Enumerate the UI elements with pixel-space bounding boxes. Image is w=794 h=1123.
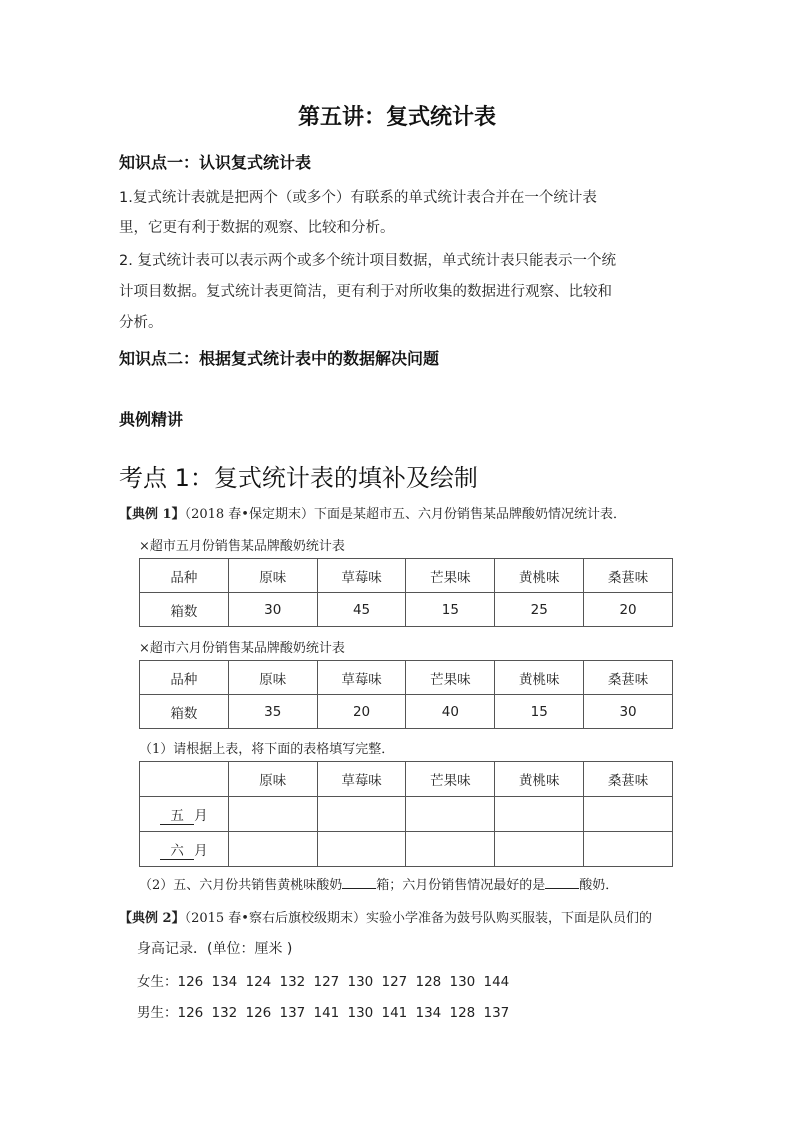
table-cell: 20: [317, 695, 406, 729]
table-row: [140, 832, 673, 867]
table-row: [140, 695, 673, 729]
table-2-caption: ×超市六月份销售某品牌酸奶统计表: [139, 641, 345, 656]
empty-cell[interactable]: [584, 832, 673, 867]
table-cell: 20: [584, 593, 673, 627]
table-cell: 桑葚味: [584, 559, 673, 593]
table-cell: 30: [584, 695, 673, 729]
table-cell: 15: [495, 695, 584, 729]
june-sales-table: [139, 660, 673, 729]
example-2-intro-text: （2015 春•察右后旗校级期末）实验小学准备为鼓号队购买服装，下面是队员们的: [184, 911, 652, 926]
height-value: 128: [449, 1005, 476, 1021]
height-value: 141: [313, 1005, 340, 1021]
example-1-tag: 【典例 1】: [119, 507, 185, 522]
girls-label: 女生：: [137, 974, 178, 990]
month-fill-june: 六: [160, 839, 194, 860]
table-cell: 草莓味: [317, 661, 406, 695]
example-1-intro-text: （2018 春•保定期末）下面是某超市五、六月份销售某品牌酸奶情况统计表．: [184, 507, 626, 522]
table-cell: 箱数: [140, 593, 229, 627]
answer-blank[interactable]: [545, 876, 579, 889]
empty-cell[interactable]: [584, 797, 673, 832]
table-cell: 40: [406, 695, 495, 729]
table-cell: 黄桃味: [495, 661, 584, 695]
height-value: 130: [347, 1005, 374, 1021]
height-value: 130: [449, 974, 476, 990]
section-heading: 典例精讲: [119, 410, 184, 429]
knowledge-point-2-text-line-2: 计项目数据。复式统计表更简洁，更有利于对所收集的数据进行观察、比较和: [119, 284, 612, 300]
height-value: 132: [279, 974, 306, 990]
table-cell: [140, 832, 229, 867]
table-cell: 桑葚味: [584, 661, 673, 695]
table-cell: [140, 762, 229, 797]
question-1: （1）请根据上表，将下面的表格填写完整．: [139, 742, 395, 757]
height-value: 144: [483, 974, 510, 990]
height-value: 134: [211, 974, 238, 990]
knowledge-point-2-text-line-1: 2. 复式统计表可以表示两个或多个统计项目数据，单式统计表只能表示一个统: [119, 253, 616, 269]
table-cell: 35: [228, 695, 317, 729]
example-2-intro: [119, 907, 652, 926]
empty-cell[interactable]: [406, 797, 495, 832]
knowledge-point-1-text-line-1: 1.复式统计表就是把两个（或多个）有联系的单式统计表合并在一个统计表: [119, 190, 597, 206]
table-cell: 30: [228, 593, 317, 627]
table-cell: 原味: [228, 661, 317, 695]
answer-blank[interactable]: [342, 876, 376, 889]
question-2-part-a: （2）五、六月份共销售黄桃味酸奶: [139, 878, 343, 893]
empty-cell[interactable]: [228, 797, 317, 832]
table-cell: 芒果味: [406, 661, 495, 695]
table-cell: 原味: [228, 559, 317, 593]
knowledge-point-2-heading: 知识点二：根据复式统计表中的数据解决问题: [119, 349, 440, 368]
example-2-tag: 【典例 2】: [119, 911, 185, 926]
table-cell: 桑葚味: [584, 762, 673, 797]
table-cell: 黄桃味: [495, 762, 584, 797]
height-value: 126: [177, 1005, 204, 1021]
height-value: 126: [245, 1005, 272, 1021]
empty-cell[interactable]: [317, 797, 406, 832]
table-row: [140, 762, 673, 797]
girls-heights: [137, 970, 518, 990]
table-1-caption: ×超市五月份销售某品牌酸奶统计表: [139, 539, 345, 554]
table-cell: 原味: [228, 762, 317, 797]
example-2-intro-line-2: 身高记录．(单位：厘米 ): [137, 941, 293, 957]
table-cell: [140, 797, 229, 832]
empty-cell[interactable]: [406, 832, 495, 867]
table-cell: 箱数: [140, 695, 229, 729]
table-row: [140, 661, 673, 695]
table-cell: 草莓味: [317, 762, 406, 797]
question-2: [139, 874, 618, 893]
knowledge-point-1-heading: 知识点一：认识复式统计表: [119, 153, 312, 172]
height-value: 127: [381, 974, 408, 990]
topic-heading: 考点 1：复式统计表的填补及绘制: [119, 464, 478, 492]
knowledge-point-1-text-line-2: 里，它更有利于数据的观察、比较和分析。: [119, 220, 395, 236]
boys-label: 男生：: [137, 1005, 178, 1021]
height-value: 124: [245, 974, 272, 990]
empty-cell[interactable]: [495, 797, 584, 832]
knowledge-point-2-text-line-3: 分析。: [119, 315, 163, 331]
table-cell: 黄桃味: [495, 559, 584, 593]
question-2-part-c: 酸奶．: [579, 878, 619, 893]
table-cell: 芒果味: [406, 762, 495, 797]
table-cell: 25: [495, 593, 584, 627]
month-suffix: 月: [194, 842, 208, 859]
height-value: 137: [483, 1005, 510, 1021]
may-sales-table: [139, 558, 673, 627]
question-2-part-b: 箱；六月份销售情况最好的是: [376, 878, 546, 893]
height-value: 127: [313, 974, 340, 990]
table-cell: 品种: [140, 559, 229, 593]
height-value: 134: [415, 1005, 442, 1021]
table-cell: 45: [317, 593, 406, 627]
height-value: 128: [415, 974, 442, 990]
empty-cell[interactable]: [317, 832, 406, 867]
month-fill-may: 五: [160, 804, 194, 825]
table-cell: 15: [406, 593, 495, 627]
height-value: 126: [177, 974, 204, 990]
table-cell: 草莓味: [317, 559, 406, 593]
example-1-intro: [119, 503, 626, 522]
height-value: 132: [211, 1005, 238, 1021]
empty-cell[interactable]: [228, 832, 317, 867]
month-suffix: 月: [194, 807, 208, 824]
table-cell: 品种: [140, 661, 229, 695]
page-title: 第五讲：复式统计表: [297, 104, 496, 130]
table-row: [140, 797, 673, 832]
empty-cell[interactable]: [495, 832, 584, 867]
boys-heights: [137, 1001, 518, 1021]
height-value: 137: [279, 1005, 306, 1021]
table-row: [140, 559, 673, 593]
combined-sales-table: [139, 761, 673, 867]
table-row: [140, 593, 673, 627]
height-value: 130: [347, 974, 374, 990]
height-value: 141: [381, 1005, 408, 1021]
table-cell: 芒果味: [406, 559, 495, 593]
